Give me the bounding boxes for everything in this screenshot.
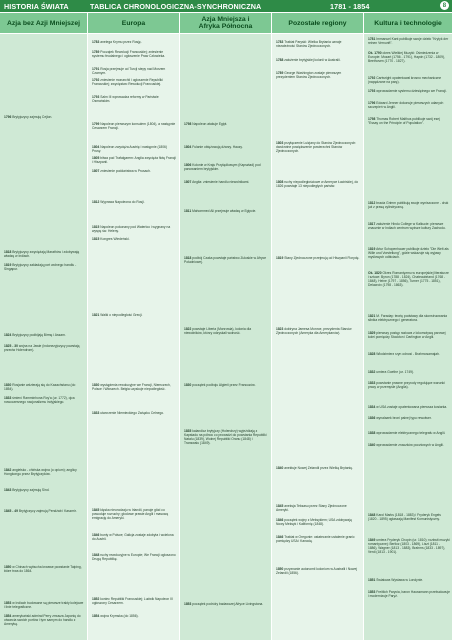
europe-entry: 1807 zniesienie poddaństwa w Prusach. [92,169,151,173]
culture-entry: 1796 Edward Jenner dokonuje pierwszych udanych szczepień w Anglii. [368,101,444,110]
title-years: 1781 - 1854 [330,1,370,11]
column-other-regions [272,34,363,640]
other-regions-entry: 1783 Traktat Paryski: Wielka Brytania uznaje niezależność Stanów Zjednoczonych. [276,40,342,49]
europe-entry: 1830 wystąpienia rewolucyjne we Francji, Niemczech, Polsce i Włoszech. Belgia uzyskuje niepodległość. [92,383,171,392]
europe-entry: 1804 Napoleon zwycięża Austrię i następnie (1806) Prusy. [92,145,167,154]
header-asia-minor-africa: Azja Mniejsza i Afryka Północna [180,13,271,33]
culture-entry: 1832 umiera Goethe (ur. 1749). [368,370,415,374]
other-regions-entry: 1819 Stany Zjednoczone przejmują od Hiszpanii Florydę. [276,256,360,260]
asia-entry: 1850 w Chinach wybucha krwawe powstanie Taiping, które trwa do 1864. [4,565,82,574]
culture-entry: 1817 założenie Hindu College w Kalkucie: pierwsze znacznie w Indiach centrum wyższe kultury Zachodu. [368,222,446,231]
other-regions-entry: 1808 ruchy niepodległościowe w Ameryce Łacińskiej, do 1826 powstaje 13 niepodległych państw. [276,180,359,189]
africa-entry: 1806 Kolonie w Kraju Przylądkowym (Kapsztad) pod panowaniem brytyjskim. [184,163,261,172]
culture-entry: 1781 Immanuel Kant publikuje swoje dzieło "Krytyk der reinen Vernunft". [368,37,449,46]
culture-entry: 1836 wynalazek broni palnej typu rewolwer. [368,416,432,420]
europe-entry: 1783 anelega Krymu przez Rosję. [92,40,142,44]
africa-entry: 1830 początek podboju Algierii przez Francuzów. [184,383,256,387]
europe-entry: 1799 Napoleon pierwszym konsulem (1804), a następnie Cesarzem Francji. [92,122,176,131]
europe-entry: 1791 Rosja przejmuje od Turcji stepy nad Morzem Czarnym. [92,67,166,76]
header-culture-tech: Kultura i technologie [364,13,452,33]
asia-entry: 1818 Brytyjczycy zwyciężają Marathów i zdobywają władzę w Indiach. [4,250,80,259]
header-europe: Europa [88,13,179,33]
other-regions-entry: 1788 założenie brytyjskiej kolonii w Australii. [276,58,341,62]
culture-entry: 1812 bracia Grimm publikują swoje wyniszczone - druk już z prasą cylindryczną. [368,201,449,210]
europe-entry: 1848 ruchy rewolucyjne w Europie; We Francji ogłoszono Drugą Republikę. [92,553,176,562]
culture-entry: 1838 wprowadzenie elektrycznego telegrafu w Anglii. [368,431,446,435]
asia-entry: 1854 amerykański admirał Perry zmusza Japonię do otwarcia swoich portów i tym samym do handlu z Ameryką. [4,614,81,627]
europe-entry: 1854 wojna Krymska (do 1856). [92,614,139,618]
asia-entry: 1830 Rosjanie wdzierają się do Kazachstanu (do 1854). [4,383,76,392]
other-regions-entry: 1823 doktryna Jamesa Monroe, prezydenta Stanów Zjednoczonych (Ameryka dla Amerykanów). [276,327,352,336]
africa-entry: 1822 powstaje Liberia (Monrowia), kolonia dla niewolników, którzy odzyskali wolność. [184,327,252,336]
culture-entry: 1853 Freitlich Parycia, baron Haussmann przebudowuje i modernizuje Paryż. [368,590,450,599]
europe-entry: 1789 Początek Rewolucji Francuskiej; zniesienie systemu feudalnego i ogłoszenie Praw Człowieka. [92,50,166,59]
culture-entry: 1834 w USA zostaje opatentowana pierwsza kosiarka. [368,405,448,409]
asia-entry: 1796 Brytyjczycy zajmują Cejlon. [4,115,53,119]
title-bar [0,0,452,12]
africa-entry: 1804 Fulanie obiężowują dżarzy. Hauzy. [184,145,243,149]
culture-entry: 1848 Karol Marks (1818 - 1883) i Fryderyk Engels (1820 - 1895) ogłaszają Manifest Komunistyczny. [368,513,441,522]
asia-entry: 1842 angielsko - chińska wojna (o opium); anglicy Hongkongu przez Brytyjczyków. [4,468,77,477]
other-regions-entry: 1846 Traktat w Oregonie: ostatecznie ustalenie granic pomiędzy USA i Kanadą. [276,535,355,544]
asia-entry: 1824 Brytyjczycy podbijają Birmę i Assam. [4,333,66,337]
asia-entry: 1853 w Indiach budowane są pierwsze trakty kolejowe i linie telegraficzne. [4,601,84,610]
asia-entry: 1833 śmierć Ramminhona Roy'a (ur. 1772), ojca nowoczesnego nacjonalizmu indyjskiego. [4,396,75,405]
africa-entry: 1835 kalandicz brytyjczy (Holendrzy) wyjeżdżają z Kapstadu na północ co prowadzi do powstania Republiki Natalu (1839), Wolnej Republiki Oranu (1848) i Transwalu (1849). [184,429,267,446]
europe-entry: 1846 bunty w Polsce; Galicja zostaje zdobyta i wcielona do Austrii. [92,533,174,542]
culture-entry: 1819 Artur Schopenhauer publikuje dzieło "Die Welt als Wille und Vorstellung", gdzie wskazuje się wyjawy myślowych odbiciach. [368,247,449,260]
asia-entry: 1845 - 49 Brytyjczycy zajmują Pendżab i Kaszmir. [4,509,77,513]
europe-entry: 1815 Kongres Wiedeński. [92,237,130,241]
other-regions-entry: 1846 początek wojny z Meksykiem; USA zdobywają Nowy Meksyk i Kalifornię (1848). [276,518,352,527]
culture-entry: 1849 umiera Fryderyk Chopin (ur. 1810); rozkwit muzyki romantycznej: Berlioz (1803 - 1869), Liszt (1811 - 1886), Wagner (1813 - 1883), Brahms (1833 - 1897), Verdi (1813 - 1901). [368,538,450,555]
header-other-regions: Pozostałe regiony [272,13,363,33]
culture-entry: 1840 wprowadzenie znaczków pocztowych w Anglii. [368,443,444,447]
africa-entry: 1807 Anglia: zniesienie handlu niewolnikami. [184,180,250,184]
europe-entry: 1852 koniec Republiki Francuskiej; Ludwik Napoleon III ogłoszony Cesarzem. [92,597,173,606]
africa-entry: 1798 Napoleon atakuje Egipt. [184,122,228,126]
europe-entry: 1793 Salm III wprowadza reformy w Państwie Osmańskim. [92,95,159,104]
asia-entry: 1843 Brytyjczycy zajmują Sind. [4,488,50,492]
title-sub: TABLICA CHRONOLOGICZNA-SYNCHRONICZNA [90,1,262,11]
asia-entry: 1819 Brytyjczycy zakładają port wolnego handlu - Singapur. [4,263,77,272]
europe-entry: 1845 klęska nieurodzaju w Irlandii, panuje głód co powoduje rozruchy; głodowe prawie Anglii i masową emigrację do Ameryki. [92,508,169,521]
culture-entry: 1828 Włodzimierz rzyn odnosi - Brahmosamajah. [368,352,440,356]
culture-entry: Ok. 1790 okres Wielkiej Muzyki: Ośmiedzenia w Europie: Mozart (1756 - 1791), Haydn (1732 - 1809), Beethoven (1770 - 1827). [368,51,445,64]
europe-entry: 1833 utworzenie Niemieckiego Związku Celnego. [92,411,165,415]
africa-entry: 1818 podbój Czaka powstaje państwo Zuluskie w Afryce Południowej. [184,256,267,265]
europe-entry: 1805 bitwa pod Trafalgarem: Anglia zwycięża flotę Francji i Hiszpanii. [92,156,176,165]
culture-entry: 1792 Cartwright opatentował krosno mechaniczne (napędzane na parę). [368,76,442,85]
other-regions-entry: 1789 George Washington zostaje pierwszym prezydentem Stanów Zjednoczonych. [276,71,342,80]
europe-entry: 1812 Wyprawa Napoleona do Rosji. [92,200,145,204]
other-regions-entry: 1845 aneksja Teksasu przez Stany Zjednoczone Ameryki. [276,504,347,513]
europe-entry: 1815 Napoleon pokonany pod Waterloo i wygnany na wyspę św. Heleny. [92,225,171,234]
culture-entry: 1821 M. Faraday: teorię podstawy dla skonstruowania silnika elektrycznego i generatora. [368,314,447,323]
title-main: HISTORIA ŚWIATA [4,1,69,11]
europe-entry: 1821 Walki o niepodległość Grecji. [92,313,143,317]
asia-entry: 1825 - 30 wojna na Jawie (indonezyjczycy powstają przeciw Holendrom). [4,344,80,353]
culture-entry: 1833 powstanie prawne przyrody regulujące warunki pracy w przemyśle (Anglia). [368,381,445,390]
africa-entry: 1853 początek podróży badawczej Afryce Livingstona. [184,602,264,606]
other-regions-entry: 1850 przyznanie autonomii koloniom w Australii i Nowej Zelandii (1856). [276,567,358,576]
europe-entry: 1792 zniesienie monarchii i ogłoszenie Republiki Francuskiej; zwycięstwo Rewolucji Francuskiej. [92,78,163,87]
page-number-badge: 8 [440,1,449,10]
culture-entry: Ok. 1820 Okres Romantyzmu w europejskiej literaturze i sztuce: Byron (1788 - 1824), Chateaubriand (1768 - 1848), Heine (1797 - 1856), Turner (1775 - 1851), Delacroix (1798 - 1863). [368,271,449,288]
culture-entry: 1829 pierwszy postęp raziowa z lokomotywą parowej kolei pomiędzy Stockton i Darlington w Anglii. [368,331,446,340]
culture-entry: 1851 Światowa Wystawa w Londynie. [368,578,424,582]
other-regions-entry: 1840 anektuje Nowej Zelandii przez Wielką Brytanię. [276,466,353,470]
other-regions-entry: 1803 przyłączenie Luizjany do Stanów Zjednoczonych: dwukrotne powiększenie powierzchni Stanów Zjednoczonych. [276,141,357,154]
header-asia: Azja bez Azji Mniejszej [0,13,87,33]
culture-entry: 1798 Thomas Robert Malthus publikuje swój esej "Essay on the Principle of Population". [368,117,440,126]
africa-entry: 1811 Mahommed Ali przejmuje władzę w Egipcie. [184,209,257,213]
culture-entry: 1793 wprowadzenie systemu dziesiętnego we Francji. [368,89,447,93]
